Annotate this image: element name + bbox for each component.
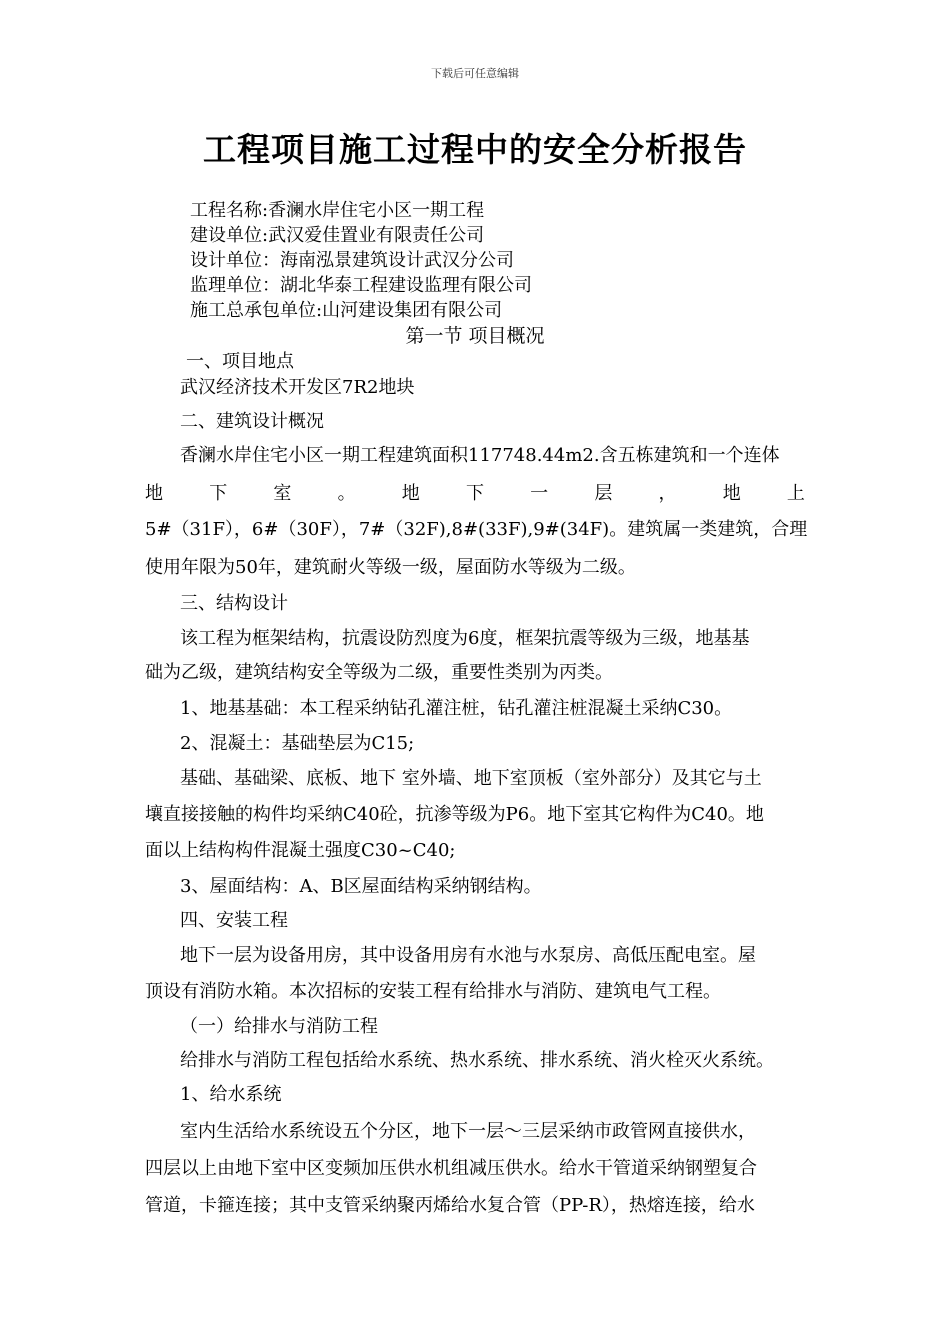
justified-char: 地 — [145, 483, 163, 504]
justified-char: 下 — [465, 483, 484, 504]
paragraph-line: 使用年限为50年，建筑耐火等级一级，屋面防水等级为二级。 — [145, 557, 636, 578]
paragraph-line: 壤直接接触的构件均采纳C40砼，抗渗等级为P6。地下室其它构件为C40。地 — [145, 804, 764, 825]
heading-structure: 三、结构设计 — [180, 593, 288, 614]
paragraph-line: 面以上结构构件混凝土强度C30~C40; — [145, 840, 456, 861]
header-note: 下载后可任意编辑 — [431, 67, 519, 80]
justified-char: 地 — [401, 483, 420, 504]
meta-designer: 设计单位：海南泓景建筑设计武汉分公司 — [190, 250, 514, 271]
meta-developer: 建设单位:武汉爱佳置业有限责任公司 — [190, 225, 485, 246]
justified-char: 地 — [722, 483, 741, 504]
justified-line — [145, 482, 805, 506]
heading-project-location: 一、项目地点 — [186, 351, 294, 372]
paragraph-line: 基础、基础梁、底板、地下 室外墙、地下室顶板（室外部分）及其它与土 — [180, 768, 762, 789]
justified-char: 室 — [273, 483, 292, 504]
paragraph-line: 给排水与消防工程包括给水系统、热水系统、排水系统、消火栓灭火系统。 — [180, 1050, 774, 1071]
paragraph-line: 四层以上由地下室中区变频加压供水机组减压供水。给水干管道采纳钢塑复合 — [145, 1158, 757, 1179]
paragraph-line: 5#（31F），6#（30F），7#（32F),8#(33F),9#(34F)。建筑属一类建筑，合理 — [145, 519, 808, 540]
paragraph-line: 香澜水岸住宅小区一期工程建筑面积117748.44m2.含五栋建筑和一个连体 — [180, 445, 780, 466]
meta-contractor: 施工总承包单位:山河建设集团有限公司 — [190, 300, 503, 321]
paragraph-line: 1、地基基础：本工程采纳钻孔灌注桩，钻孔灌注桩混凝土采纳C30。 — [180, 698, 733, 719]
justified-char: 层 — [594, 483, 613, 504]
paragraph-line: 顶设有消防水箱。本次招标的安装工程有给排水与消防、建筑电气工程。 — [145, 981, 721, 1002]
justified-char: 一 — [530, 483, 549, 504]
meta-project-name: 工程名称:香澜水岸住宅小区一期工程 — [190, 200, 485, 221]
document-title: 工程项目施工过程中的安全分析报告 — [203, 130, 747, 169]
heading-installation: 四、安装工程 — [180, 910, 288, 931]
paragraph-line: 管道，卡箍连接；其中支管采纳聚丙烯给水复合管（PP-R），热熔连接，给水 — [145, 1195, 755, 1216]
heading-water-supply: 1、给水系统 — [180, 1084, 282, 1105]
justified-char: 上 — [786, 483, 805, 504]
section-title: 第一节 项目概况 — [405, 325, 545, 347]
paragraph-line: 3、屋面结构：A、B区屋面结构采纳钢结构。 — [180, 876, 542, 897]
heading-architecture: 二、建筑设计概况 — [180, 411, 324, 432]
paragraph-line: 室内生活给水系统设五个分区，地下一层～三层采纳市政管网直接供水， — [180, 1121, 756, 1142]
paragraph-line: 该工程为框架结构，抗震设防烈度为6度，框架抗震等级为三级，地基基 — [180, 628, 750, 649]
paragraph-location: 武汉经济技术开发区7R2地块 — [180, 377, 415, 398]
justified-char: 下 — [209, 483, 228, 504]
heading-water-fire: （一）给排水与消防工程 — [180, 1016, 378, 1037]
paragraph-line: 地下一层为设备用房，其中设备用房有水池与水泵房、高低压配电室。屋 — [180, 945, 756, 966]
meta-supervisor: 监理单位：湖北华泰工程建设监理有限公司 — [190, 275, 532, 296]
paragraph-line: 2、混凝土：基础垫层为C15; — [180, 733, 415, 754]
paragraph-line: 础为乙级，建筑结构安全等级为二级，重要性类别为丙类。 — [145, 662, 613, 683]
justified-char: ， — [658, 483, 677, 504]
justified-char: 。 — [337, 483, 356, 504]
